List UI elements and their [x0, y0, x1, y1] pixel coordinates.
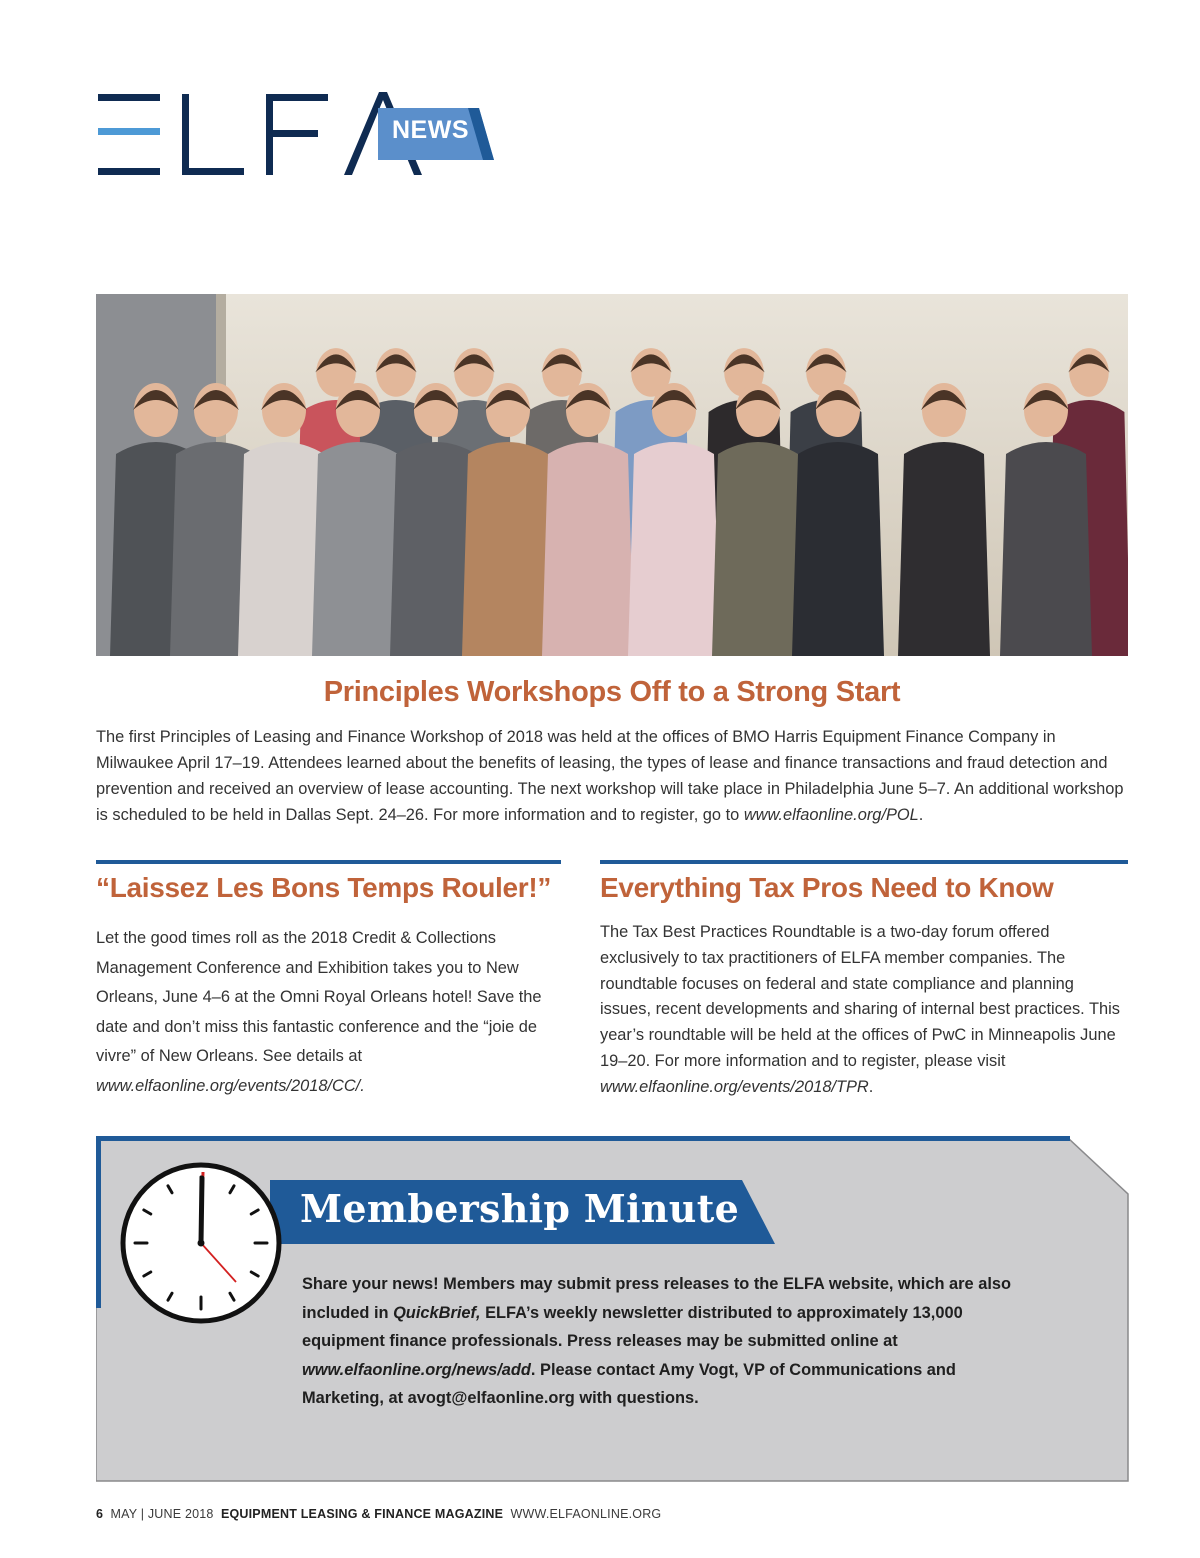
issue-date: MAY | JUNE 2018: [110, 1507, 214, 1521]
laissez-text: Let the good times roll as the 2018 Credit & Collections Management Conference and Exhibition takes you to New Orleans, June 4–6 at the Omni Royal Orleans hotel! Save the date and don’t miss this fantastic conference and the “joie de vivre” of New Orleans. See details at: [96, 929, 542, 1066]
quickbrief-name: QuickBrief,: [393, 1303, 481, 1322]
news-add-link[interactable]: www.elfaonline.org/news/add: [302, 1360, 531, 1379]
clock-icon: [118, 1160, 284, 1326]
website-link[interactable]: WWW.ELFAONLINE.ORG: [510, 1507, 662, 1521]
tax-body: [600, 920, 1120, 1101]
page-number: 6: [96, 1507, 104, 1521]
elfa-news-logo: [96, 88, 516, 188]
membership-text: [302, 1270, 1042, 1413]
laissez-body: [96, 924, 546, 1102]
magazine-name: EQUIPMENT LEASING & FINANCE MAGAZINE: [220, 1507, 504, 1521]
page-footer: [96, 1507, 661, 1521]
principles-tail: .: [918, 806, 924, 824]
principles-title: Principles Workshops Off to a Strong Start: [323, 676, 901, 708]
section-rule-right: [600, 860, 1128, 864]
principles-text: The first Principles of Leasing and Finance Workshop of 2018 was held at the offices of BMO Harris Equipment Finance Company in Milwaukee April 17–19. Attendees learned about the benefits of leasing, the types of lease and finance transactions and fraud detection and prevention and received an overview of lease accounting. The next workshop will take place in Philadelphia June 5–7. An additional workshop is scheduled to be held in Dallas Sept. 24–26. For more information and to register, go to: [96, 728, 1124, 824]
membership-text-1: Share your news! Members may submit press releases to the ELFA website, which are also included in: [302, 1275, 1011, 1322]
membership-text-3: . Please contact Amy Vogt, VP of Communications and Marketing, at avogt@elfaonline.org with questions.: [302, 1360, 956, 1408]
membership-text-2: ELFA’s weekly newsletter distributed to approximately 13,000 equipment finance professionals. Press releases may be submitted online at: [302, 1303, 963, 1351]
tax-title: Everything Tax Pros Need to Know: [600, 872, 1054, 903]
membership-title: Membership Minute: [300, 1186, 740, 1231]
laissez-title: “Laissez Les Bons Temps Rouler!”: [96, 872, 552, 903]
tax-tail: .: [868, 1077, 874, 1096]
laissez-link[interactable]: www.elfaonline.org/events/2018/CC/.: [96, 1076, 365, 1095]
group-photo: [96, 294, 1128, 656]
news-badge-label: NEWS: [392, 116, 469, 144]
tax-text: The Tax Best Practices Roundtable is a two-day forum offered exclusively to tax practitioners of ELFA member companies. The roundtable focuses on federal and state compliance and planning issues, recent developments and sharing of internal best practices. This year’s roundtable will be held at the offices of PwC in Minneapolis June 19–20. For more information and to register, please visit: [600, 923, 1120, 1070]
principles-body: [96, 724, 1136, 828]
tax-link[interactable]: www.elfaonline.org/events/2018/TPR: [600, 1077, 869, 1096]
section-rule-left: [96, 860, 561, 864]
principles-link[interactable]: www.elfaonline.org/POL: [743, 806, 919, 824]
